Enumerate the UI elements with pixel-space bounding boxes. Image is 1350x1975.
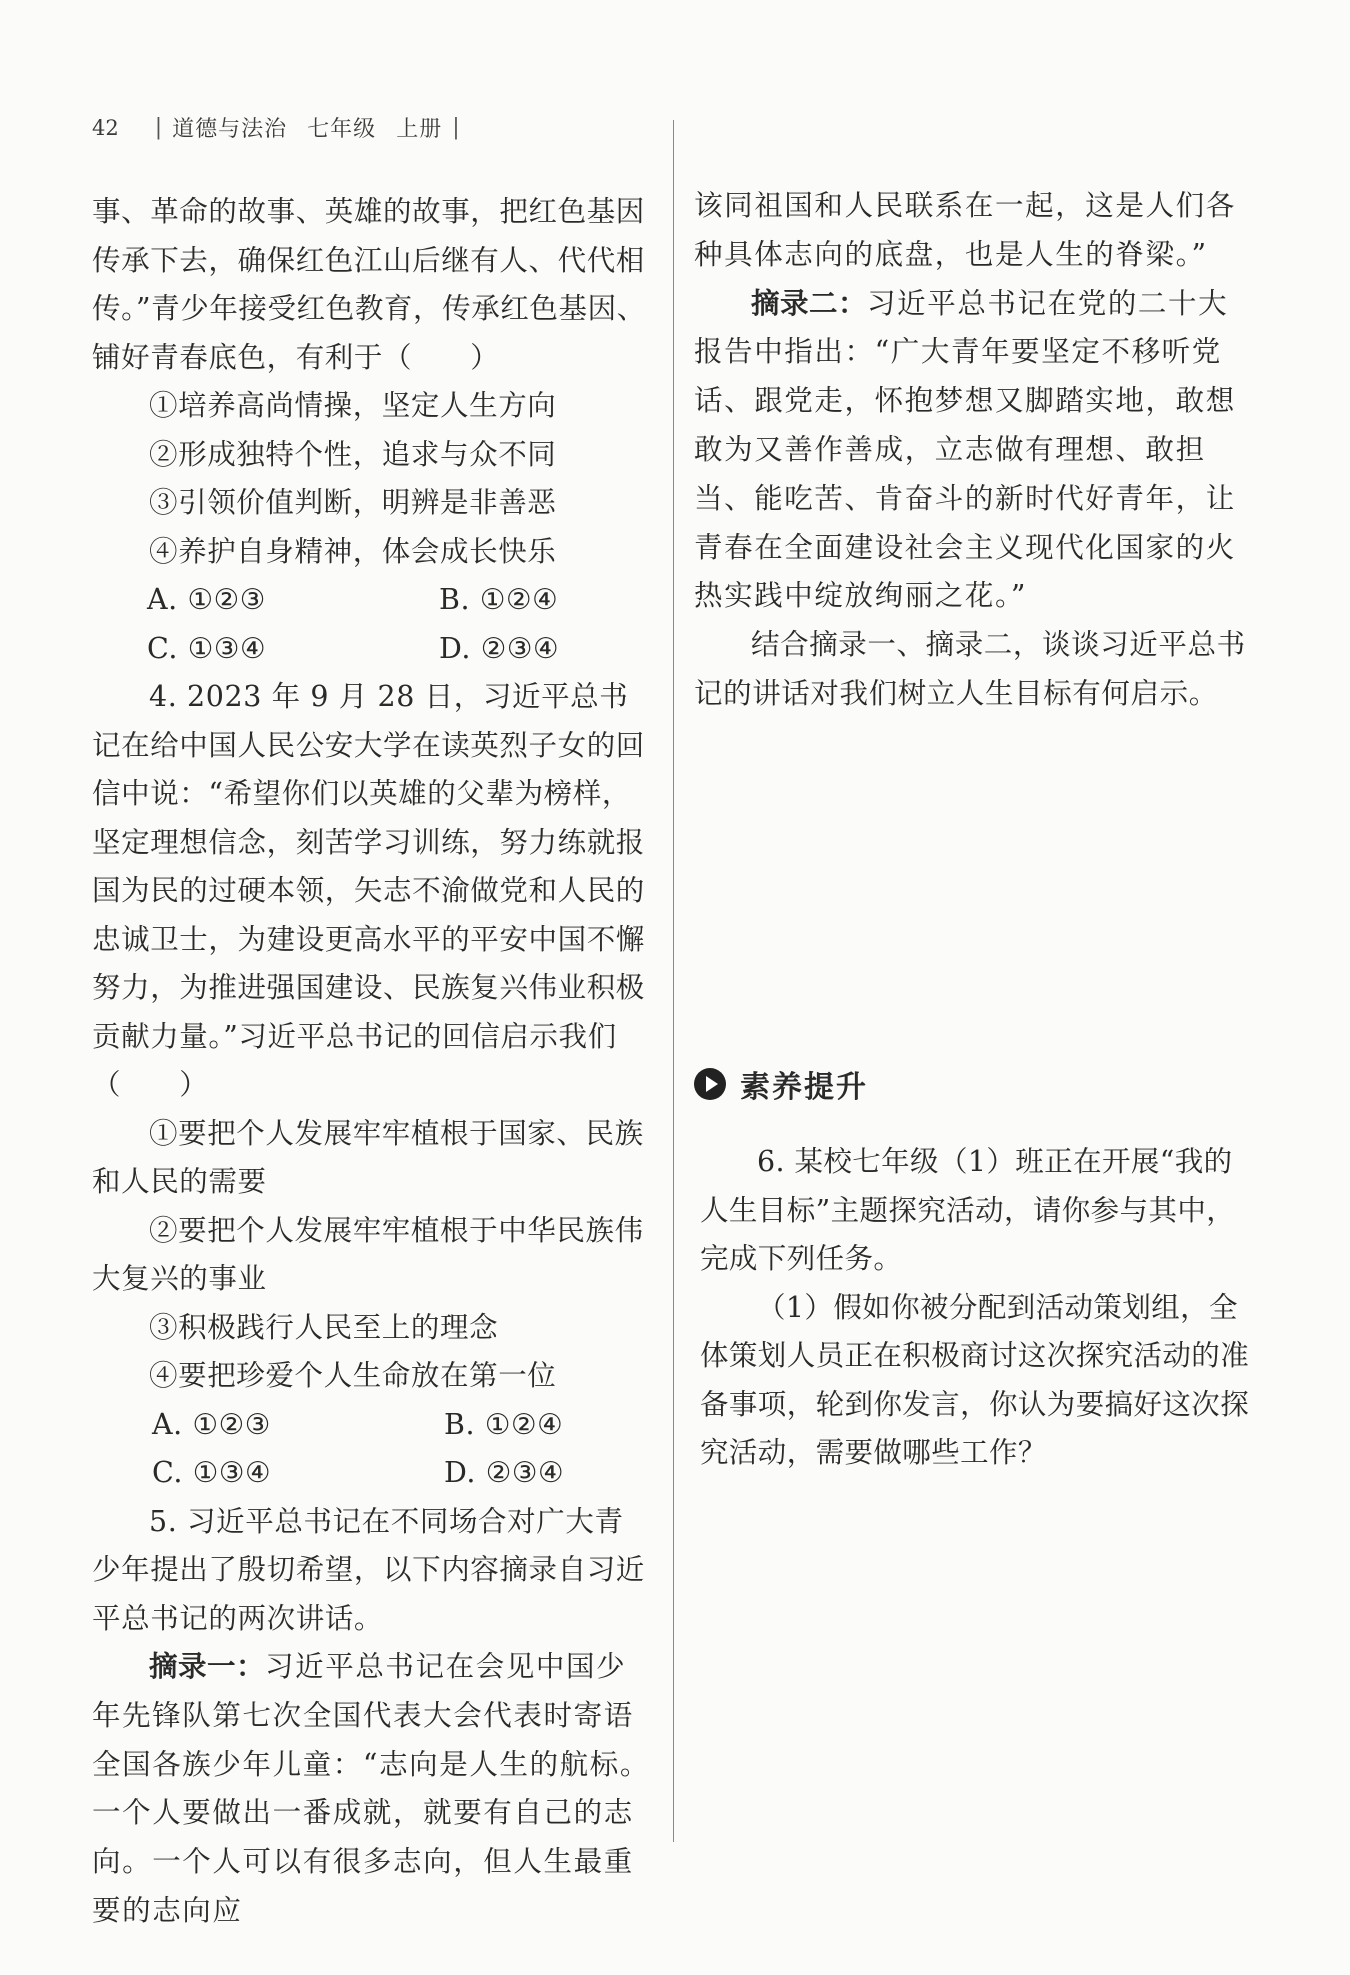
- q3-choice-d: D. ②③④: [439, 631, 560, 665]
- excerpt-2-text: 习近平总书记在党的二十大报告中指出：“广大青年要坚定不移听党话、跟党走，怀抱梦想又脚踏实地，敢想敢为又善作善成，立志做有理想、敢担当、能吃苦、肯奋斗的新时代好青年，让青春在全面建设社会主义现代化国家的火热实践中绽放绚丽之花。”: [694, 286, 1236, 613]
- left-column: [92, 188, 650, 1936]
- excerpt-1-label: 摘录一：: [149, 1650, 266, 1683]
- excerpt-1: [92, 1643, 650, 1936]
- play-icon: [694, 1068, 726, 1100]
- q4-option: ②要把个人发展牢牢植根于中华民族伟大复兴的事业: [92, 1213, 644, 1295]
- q4-choices: [92, 1401, 650, 1498]
- q3-option: ④养护自身精神，体会成长快乐: [149, 534, 557, 568]
- q3-choice-a: A. ①②③: [147, 583, 266, 616]
- page-number: 42: [92, 115, 119, 140]
- question-5: 5. 习近平总书记在不同场合对广大青少年提出了殷切希望，以下内容摘录自习近平总书记的两次讲话。: [92, 1504, 645, 1635]
- q3-choice-c: C. ①③④: [147, 631, 267, 665]
- header-divider: |: [154, 115, 163, 140]
- question-6-part-1: （1）假如你被分配到活动策划组，全体策划人员正在积极商讨这次探究活动的准备事项，轮到你发言，你认为要搞好这次探究活动，需要做哪些工作？: [700, 1290, 1250, 1469]
- q3-option: ②形成独特个性，追求与众不同: [149, 437, 557, 471]
- excerpt-1-text: 习近平总书记在会见中国少年先锋队第七次全国代表大会代表时寄语全国各族少年儿童：“志向是人生的航标。一个人要做出一番成就，就要有自己的志向。一个人可以有很多志向，但人生最重要的志向应: [92, 1650, 650, 1927]
- q4-choice-d: D. ②③④: [444, 1456, 565, 1489]
- q4-option: ①要把个人发展牢牢植根于国家、民族和人民的需要: [92, 1116, 644, 1198]
- q3-choice-b: B. ①②④: [439, 583, 559, 616]
- question-6: 6. 某校七年级（1）班正在开展“我的人生目标”主题探究活动，请你参与其中，完成下列任务。: [700, 1145, 1236, 1275]
- q3-option: ①培养高尚情操，坚定人生方向: [149, 389, 557, 422]
- header-grade: 七年级: [307, 117, 377, 142]
- excerpt-1-continued: [694, 182, 1254, 621]
- q4-option: ③积极践行人民至上的理念: [149, 1310, 499, 1344]
- section-title: 素养提升: [740, 1070, 868, 1105]
- question-5-task: 结合摘录一、摘录二，谈谈习近平总书记的讲话对我们树立人生目标有何启示。: [694, 628, 1246, 710]
- q4-option: ④要把珍爱个人生命放在第一位: [149, 1359, 557, 1392]
- header-volume: 上册: [396, 117, 443, 142]
- q3-choices: [92, 576, 650, 673]
- q4-choice-c: C. ①③④: [152, 1456, 272, 1489]
- header-subject: 道德与法治: [172, 117, 288, 142]
- q3-option: ③引领价值判断，明辨是非善恶: [149, 486, 557, 519]
- right-column-lower: [700, 1138, 1256, 1478]
- right-column: [694, 182, 1254, 718]
- header-divider: |: [452, 115, 460, 140]
- q4-choice-a: A. ①②③: [152, 1407, 271, 1441]
- section-heading: [694, 1062, 868, 1106]
- question-4: 4. 2023 年 9 月 28 日，习近平总书记在给中国人民公安大学在读英烈子女的回信中说：“希望你们以英雄的父辈为榜样，坚定理想信念，刻苦学习训练，努力练就报国为民的过硬本领，矢志不渝做党和人民的忠诚卫士，为建设更高水平的平安中国不懈努力，为推进强国建设、民族复兴伟业积极贡献力量。”习近平总书记的回信启示我们（ ）: [92, 680, 645, 1101]
- q4-choice-b: B. ①②④: [444, 1407, 564, 1441]
- column-divider: [673, 120, 674, 1842]
- excerpt-1-text-continued: 该同祖国和人民联系在一起，这是人们各种具体志向的底盘，也是人生的脊梁。”: [694, 189, 1236, 271]
- question-3-continued: 事、革命的故事、英雄的故事，把红色基因传承下去，确保红色江山后继有人、代代相传。”青少年接受红色教育，传承红色基因、铺好青春底色，有利于（ ）: [92, 195, 646, 374]
- excerpt-2-label: 摘录二：: [751, 286, 868, 320]
- page-header: [92, 112, 470, 143]
